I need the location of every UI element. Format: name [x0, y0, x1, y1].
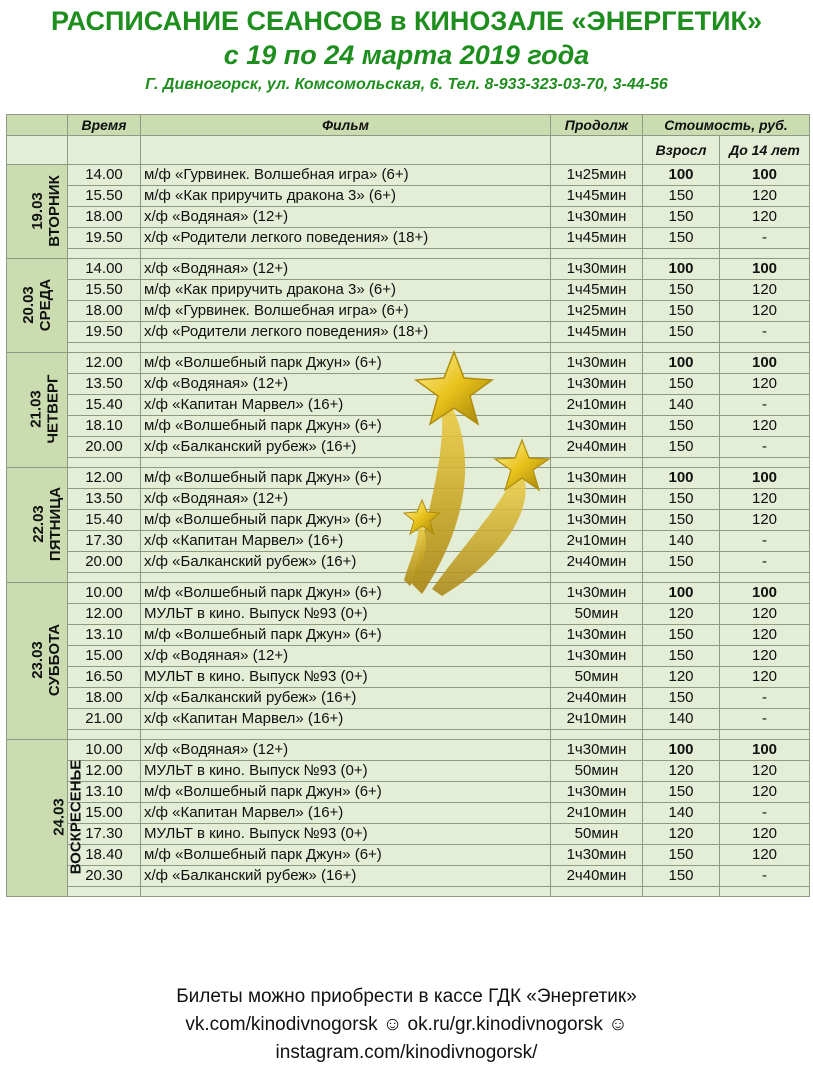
film-duration: 1ч30мин — [551, 740, 643, 761]
film-title: х/ф «Капитан Марвел» (16+) — [141, 531, 551, 552]
price-child: 100 — [720, 165, 810, 186]
table-row — [7, 761, 810, 782]
price-child: 120 — [720, 186, 810, 207]
film-title: х/ф «Капитан Марвел» (16+) — [141, 395, 551, 416]
table-row — [7, 207, 810, 228]
film-title: х/ф «Водяная» (12+) — [141, 207, 551, 228]
price-adult: 150 — [643, 866, 720, 887]
header-adult: Взросл — [643, 136, 720, 165]
table-row — [7, 228, 810, 249]
price-adult: 100 — [643, 583, 720, 604]
film-duration: 1ч30мин — [551, 845, 643, 866]
price-adult: 150 — [643, 688, 720, 709]
film-title: х/ф «Капитан Марвел» (16+) — [141, 803, 551, 824]
film-title: МУЛЬТ в кино. Выпуск №93 (0+) — [141, 824, 551, 845]
day-label — [28, 374, 62, 443]
table-row — [7, 353, 810, 374]
film-title: м/ф «Волшебный парк Джун» (6+) — [141, 353, 551, 374]
film-title: х/ф «Водяная» (12+) — [141, 374, 551, 395]
price-child: 120 — [720, 782, 810, 803]
schedule-table — [6, 114, 810, 897]
price-adult: 150 — [643, 301, 720, 322]
day-spacer-row — [7, 730, 810, 740]
table-row — [7, 667, 810, 688]
price-adult: 150 — [643, 374, 720, 395]
film-duration: 2ч40мин — [551, 688, 643, 709]
day-label-cell — [7, 740, 85, 897]
table-row — [7, 845, 810, 866]
price-child: 100 — [720, 583, 810, 604]
table-row — [7, 186, 810, 207]
price-child: - — [720, 322, 810, 343]
day-label-cell — [7, 259, 68, 353]
price-child: - — [720, 228, 810, 249]
session-time: 14.00 — [68, 259, 141, 280]
film-title: х/ф «Балканский рубеж» (16+) — [141, 437, 551, 458]
price-child: 120 — [720, 416, 810, 437]
session-time: 10.00 — [68, 740, 141, 761]
price-adult: 150 — [643, 845, 720, 866]
day-spacer-row — [7, 249, 810, 259]
session-time: 20.30 — [68, 866, 141, 887]
price-child: 120 — [720, 489, 810, 510]
price-adult: 120 — [643, 667, 720, 688]
film-title: м/ф «Волшебный парк Джун» (6+) — [141, 583, 551, 604]
day-spacer-row — [7, 458, 810, 468]
film-title: м/ф «Волшебный парк Джун» (6+) — [141, 625, 551, 646]
film-title: м/ф «Гурвинек. Волшебная игра» (6+) — [141, 301, 551, 322]
table-row — [7, 803, 810, 824]
day-label — [50, 760, 84, 875]
session-time: 13.10 — [68, 625, 141, 646]
price-adult: 150 — [643, 646, 720, 667]
film-duration: 1ч30мин — [551, 207, 643, 228]
price-adult: 150 — [643, 207, 720, 228]
price-adult: 150 — [643, 552, 720, 573]
film-duration: 1ч45мин — [551, 228, 643, 249]
session-time: 18.00 — [68, 301, 141, 322]
instagram-link: instagram.com/kinodivnogorsk/ — [275, 1042, 538, 1063]
table-row — [7, 866, 810, 887]
table-row — [7, 259, 810, 280]
session-time: 19.50 — [68, 228, 141, 249]
price-child: 100 — [720, 740, 810, 761]
table-row — [7, 782, 810, 803]
film-duration: 1ч45мин — [551, 280, 643, 301]
session-time: 15.00 — [68, 803, 141, 824]
price-child: 120 — [720, 280, 810, 301]
session-time: 15.50 — [68, 186, 141, 207]
film-duration: 1ч30мин — [551, 782, 643, 803]
header-child: До 14 лет — [720, 136, 810, 165]
price-child: 100 — [720, 468, 810, 489]
price-child: - — [720, 803, 810, 824]
session-time: 21.00 — [68, 709, 141, 730]
day-label — [29, 624, 63, 696]
session-time: 18.00 — [68, 207, 141, 228]
film-title: х/ф «Водяная» (12+) — [141, 259, 551, 280]
film-title: МУЛЬТ в кино. Выпуск №93 (0+) — [141, 667, 551, 688]
film-duration: 50мин — [551, 824, 643, 845]
film-duration: 1ч30мин — [551, 416, 643, 437]
day-label — [30, 487, 64, 561]
session-time: 17.30 — [68, 531, 141, 552]
session-time: 15.40 — [68, 510, 141, 531]
price-adult: 150 — [643, 782, 720, 803]
session-time: 13.50 — [68, 374, 141, 395]
session-time: 12.00 — [68, 468, 141, 489]
table-row — [7, 824, 810, 845]
film-title: х/ф «Родители легкого поведения» (18+) — [141, 228, 551, 249]
day-weekday: ЧЕТВЕРГ — [44, 374, 62, 444]
day-label — [20, 278, 54, 330]
price-adult: 100 — [643, 468, 720, 489]
price-child: 120 — [720, 667, 810, 688]
film-title: х/ф «Водяная» (12+) — [141, 646, 551, 667]
table-row — [7, 165, 810, 186]
session-time: 18.40 — [68, 845, 141, 866]
session-time: 13.10 — [68, 782, 141, 803]
session-time: 12.00 — [68, 353, 141, 374]
day-weekday: ВОСКРЕСЕНЬЕ — [67, 759, 85, 875]
price-adult: 150 — [643, 228, 720, 249]
session-time: 13.50 — [68, 489, 141, 510]
table-row — [7, 322, 810, 343]
price-adult: 100 — [643, 259, 720, 280]
price-adult: 150 — [643, 489, 720, 510]
header-price: Стоимость, руб. — [643, 115, 810, 136]
film-title: м/ф «Как приручить дракона 3» (6+) — [141, 280, 551, 301]
price-child: 120 — [720, 845, 810, 866]
day-date: 20.03 — [20, 285, 37, 324]
price-child: 120 — [720, 646, 810, 667]
table-row — [7, 437, 810, 458]
price-adult: 120 — [643, 824, 720, 845]
price-adult: 140 — [643, 395, 720, 416]
price-child: 120 — [720, 604, 810, 625]
table-row — [7, 531, 810, 552]
session-time: 10.00 — [68, 583, 141, 604]
film-duration: 1ч30мин — [551, 374, 643, 395]
cinema-address: Г. Дивногорск, ул. Комсомольская, 6. Тел. 8-933-323-03-70, 3-44-56 — [145, 76, 668, 93]
ticket-info: Билеты можно приобрести в кассе ГДК «Энергетик» — [176, 986, 637, 1007]
film-duration: 2ч10мин — [551, 803, 643, 824]
day-date: 19.03 — [28, 191, 46, 230]
session-time: 12.00 — [68, 761, 141, 782]
film-title: м/ф «Гурвинек. Волшебная игра» (6+) — [141, 165, 551, 186]
day-spacer-row — [7, 887, 810, 897]
day-date: 22.03 — [30, 505, 48, 543]
price-child: - — [720, 531, 810, 552]
session-time: 17.30 — [68, 824, 141, 845]
price-child: 120 — [720, 374, 810, 395]
film-duration: 1ч30мин — [551, 510, 643, 531]
header-time: Время — [68, 115, 141, 136]
table-row — [7, 625, 810, 646]
film-duration: 1ч30мин — [551, 259, 643, 280]
table-row — [7, 646, 810, 667]
session-time: 18.00 — [68, 688, 141, 709]
session-time: 15.00 — [68, 646, 141, 667]
social-links: vk.com/kinodivnogorsk ☺ ok.ru/gr.kinodivnogorsk ☺ — [185, 1014, 628, 1035]
price-child: 120 — [720, 761, 810, 782]
table-header-row — [7, 115, 810, 136]
film-duration: 2ч40мин — [551, 552, 643, 573]
price-child: - — [720, 395, 810, 416]
film-duration: 1ч30мин — [551, 468, 643, 489]
film-duration: 2ч40мин — [551, 437, 643, 458]
price-adult: 150 — [643, 437, 720, 458]
film-title: МУЛЬТ в кино. Выпуск №93 (0+) — [141, 604, 551, 625]
session-time: 15.40 — [68, 395, 141, 416]
header-film: Фильм — [141, 115, 551, 136]
price-child: 120 — [720, 207, 810, 228]
price-child: - — [720, 866, 810, 887]
film-title: х/ф «Балканский рубеж» (16+) — [141, 552, 551, 573]
table-subheader-row — [7, 136, 810, 165]
price-adult: 100 — [643, 353, 720, 374]
price-child: 100 — [720, 259, 810, 280]
day-date: 23.03 — [29, 641, 47, 679]
film-title: х/ф «Водяная» (12+) — [141, 740, 551, 761]
price-child: - — [720, 552, 810, 573]
film-duration: 50мин — [551, 761, 643, 782]
film-title: МУЛЬТ в кино. Выпуск №93 (0+) — [141, 761, 551, 782]
film-title: х/ф «Балканский рубеж» (16+) — [141, 866, 551, 887]
film-title: м/ф «Волшебный парк Джун» (6+) — [141, 845, 551, 866]
price-child: - — [720, 709, 810, 730]
table-row — [7, 709, 810, 730]
film-duration: 1ч25мин — [551, 301, 643, 322]
session-time: 18.10 — [68, 416, 141, 437]
film-duration: 1ч45мин — [551, 322, 643, 343]
day-weekday: ПЯТНИЦА — [47, 486, 65, 562]
table-row — [7, 510, 810, 531]
session-time: 12.00 — [68, 604, 141, 625]
day-date: 21.03 — [27, 390, 45, 428]
film-title: х/ф «Родители легкого поведения» (18+) — [141, 322, 551, 343]
table-row — [7, 374, 810, 395]
film-title: х/ф «Водяная» (12+) — [141, 489, 551, 510]
price-adult: 100 — [643, 165, 720, 186]
session-time: 19.50 — [68, 322, 141, 343]
film-title: х/ф «Капитан Марвел» (16+) — [141, 709, 551, 730]
film-duration: 1ч30мин — [551, 625, 643, 646]
day-spacer-row — [7, 343, 810, 353]
film-duration: 50мин — [551, 667, 643, 688]
header-day-cell — [7, 115, 68, 136]
day-weekday: СУББОТА — [46, 623, 64, 697]
price-adult: 140 — [643, 709, 720, 730]
film-duration: 1ч30мин — [551, 489, 643, 510]
film-title: м/ф «Волшебный парк Джун» (6+) — [141, 782, 551, 803]
price-child: 100 — [720, 353, 810, 374]
price-adult: 150 — [643, 322, 720, 343]
session-time: 15.50 — [68, 280, 141, 301]
table-row — [7, 395, 810, 416]
price-child: 120 — [720, 824, 810, 845]
schedule-body — [7, 165, 810, 897]
price-adult: 120 — [643, 761, 720, 782]
film-title: м/ф «Волшебный парк Джун» (6+) — [141, 468, 551, 489]
table-row — [7, 583, 810, 604]
price-adult: 150 — [643, 186, 720, 207]
table-row — [7, 280, 810, 301]
film-duration: 2ч40мин — [551, 866, 643, 887]
table-row — [7, 468, 810, 489]
session-time: 20.00 — [68, 552, 141, 573]
header-duration: Продолж — [551, 115, 643, 136]
day-label-cell — [7, 165, 68, 259]
day-label-cell — [7, 583, 68, 740]
day-label — [29, 175, 63, 247]
price-adult: 100 — [643, 740, 720, 761]
table-row — [7, 740, 810, 761]
price-child: - — [720, 437, 810, 458]
day-weekday: СРЕДА — [37, 278, 54, 331]
session-time: 14.00 — [68, 165, 141, 186]
day-date: 24.03 — [50, 798, 68, 836]
price-child: - — [720, 688, 810, 709]
table-row — [7, 688, 810, 709]
film-title: м/ф «Волшебный парк Джун» (6+) — [141, 510, 551, 531]
price-child: 120 — [720, 510, 810, 531]
film-duration: 1ч45мин — [551, 186, 643, 207]
film-duration: 1ч30мин — [551, 646, 643, 667]
day-weekday: ВТОРНИК — [45, 174, 63, 247]
day-label-cell — [7, 353, 68, 468]
price-adult: 150 — [643, 510, 720, 531]
film-duration: 1ч25мин — [551, 165, 643, 186]
price-adult: 120 — [643, 604, 720, 625]
price-adult: 140 — [643, 531, 720, 552]
film-duration: 50мин — [551, 604, 643, 625]
day-label-cell — [7, 468, 68, 583]
film-duration: 1ч30мин — [551, 353, 643, 374]
date-range: с 19 по 24 марта 2019 года — [223, 40, 590, 70]
table-row — [7, 552, 810, 573]
session-time: 20.00 — [68, 437, 141, 458]
film-duration: 2ч10мин — [551, 709, 643, 730]
table-row — [7, 416, 810, 437]
film-duration: 2ч10мин — [551, 395, 643, 416]
film-title: х/ф «Балканский рубеж» (16+) — [141, 688, 551, 709]
film-duration: 2ч10мин — [551, 531, 643, 552]
poster-title: РАСПИСАНИЕ СЕАНСОВ в КИНОЗАЛЕ «ЭНЕРГЕТИК» — [51, 6, 762, 36]
price-child: 120 — [720, 625, 810, 646]
price-adult: 140 — [643, 803, 720, 824]
film-title: м/ф «Как приручить дракона 3» (6+) — [141, 186, 551, 207]
table-row — [7, 301, 810, 322]
day-spacer-row — [7, 573, 810, 583]
table-row — [7, 604, 810, 625]
price-adult: 150 — [643, 280, 720, 301]
session-time: 16.50 — [68, 667, 141, 688]
film-duration: 1ч30мин — [551, 583, 643, 604]
price-adult: 150 — [643, 416, 720, 437]
table-row — [7, 489, 810, 510]
price-child: 120 — [720, 301, 810, 322]
price-adult: 150 — [643, 625, 720, 646]
film-title: м/ф «Волшебный парк Джун» (6+) — [141, 416, 551, 437]
